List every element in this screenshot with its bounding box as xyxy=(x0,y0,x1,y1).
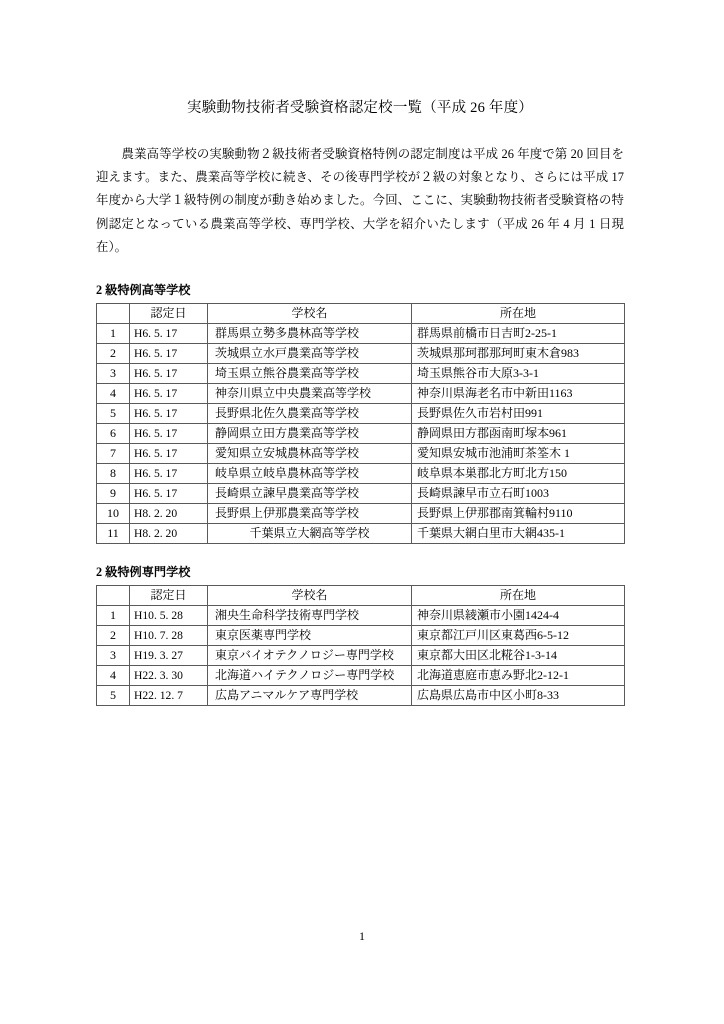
table-header-row xyxy=(97,585,625,605)
column-header-name: 学校名 xyxy=(208,303,412,323)
cell-date: H6. 5. 17 xyxy=(130,443,208,463)
cell-date: H6. 5. 17 xyxy=(130,483,208,503)
cell-address: 神奈川県綾瀬市小園1424-4 xyxy=(412,605,625,625)
intro-paragraph: 農業高等学校の実験動物２級技術者受験資格特例の認定制度は平成 26 年度で第 20 回目を迎えます。また、農業高等学校に続き、その後専門学校が２級の対象となり、さらには平成 17 年度から大学１級特例の制度が動き始めました。今回、ここに、実験動物技術者受験資格の特例認定となっている農業高等学校、専門学校、大学を紹介いたします（平成 26 年 4 月 1 日現在）。 xyxy=(96,146,624,254)
cell-name: 神奈川県立中央農業高等学校 xyxy=(208,383,412,403)
cell-name: 北海道ハイテクノロジー専門学校 xyxy=(208,665,412,685)
cell-date: H6. 5. 17 xyxy=(130,363,208,383)
cell-date: H6. 5. 17 xyxy=(130,463,208,483)
column-header-address: 所在地 xyxy=(412,585,625,605)
cell-index: 11 xyxy=(97,523,130,543)
cell-date: H8. 2. 20 xyxy=(130,523,208,543)
cell-date: H6. 5. 17 xyxy=(130,423,208,443)
cell-index: 6 xyxy=(97,423,130,443)
table-koutougakkou xyxy=(96,303,625,544)
cell-name: 静岡県立田方農業高等学校 xyxy=(208,423,412,443)
cell-address: 埼玉県熊谷市大原3-3-1 xyxy=(412,363,625,383)
cell-date: H6. 5. 17 xyxy=(130,343,208,363)
cell-address: 岐阜県本巣郡北方町北方150 xyxy=(412,463,625,483)
table-header xyxy=(97,585,625,605)
cell-index: 4 xyxy=(97,383,130,403)
cell-index: 1 xyxy=(97,323,130,343)
table-body xyxy=(97,605,625,705)
cell-index: 2 xyxy=(97,625,130,645)
cell-index: 10 xyxy=(97,503,130,523)
cell-date: H6. 5. 17 xyxy=(130,383,208,403)
cell-name: 湘央生命科学技術専門学校 xyxy=(208,605,412,625)
cell-address: 長野県上伊那郡南箕輪村9110 xyxy=(412,503,625,523)
cell-index: 8 xyxy=(97,463,130,483)
cell-index: 3 xyxy=(97,363,130,383)
cell-date: H10. 7. 28 xyxy=(130,625,208,645)
page-title: 実験動物技術者受験資格認定校一覧（平成 26 年度） xyxy=(187,100,533,116)
cell-date: H19. 3. 27 xyxy=(130,645,208,665)
table-senmongakkou xyxy=(96,585,625,706)
table-row xyxy=(97,483,625,503)
cell-date: H22. 3. 30 xyxy=(130,665,208,685)
cell-address: 長野県佐久市岩村田991 xyxy=(412,403,625,423)
table-row xyxy=(97,685,625,705)
cell-address: 神奈川県海老名市中新田1163 xyxy=(412,383,625,403)
section-heading-senmongakkou: 2 級特例専門学校 xyxy=(96,564,191,579)
page-content xyxy=(96,0,624,706)
cell-name: 群馬県立勢多農林高等学校 xyxy=(208,323,412,343)
column-header-address: 所在地 xyxy=(412,303,625,323)
cell-address: 静岡県田方郡函南町塚本961 xyxy=(412,423,625,443)
cell-index: 1 xyxy=(97,605,130,625)
cell-index: 2 xyxy=(97,343,130,363)
table-row xyxy=(97,625,625,645)
cell-name: 岐阜県立岐阜農林高等学校 xyxy=(208,463,412,483)
cell-address: 茨城県那珂郡那珂町東木倉983 xyxy=(412,343,625,363)
column-header-date: 認定日 xyxy=(130,303,208,323)
table-header-row xyxy=(97,303,625,323)
cell-address: 北海道恵庭市恵み野北2-12-1 xyxy=(412,665,625,685)
cell-name: 埼玉県立熊谷農業高等学校 xyxy=(208,363,412,383)
column-header-index xyxy=(97,585,130,605)
cell-address: 千葉県大網白里市大網435-1 xyxy=(412,523,625,543)
table-row xyxy=(97,645,625,665)
table-row xyxy=(97,605,625,625)
cell-name: 長崎県立諫早農業高等学校 xyxy=(208,483,412,503)
cell-address: 東京都大田区北糀谷1-3-14 xyxy=(412,645,625,665)
cell-index: 7 xyxy=(97,443,130,463)
cell-address: 群馬県前橋市日吉町2-25-1 xyxy=(412,323,625,343)
cell-name: 千葉県立大網高等学校 xyxy=(208,523,412,543)
cell-index: 5 xyxy=(97,685,130,705)
column-header-index xyxy=(97,303,130,323)
cell-index: 5 xyxy=(97,403,130,423)
table-header xyxy=(97,303,625,323)
table-row xyxy=(97,363,625,383)
table-row xyxy=(97,343,625,363)
table-body xyxy=(97,323,625,543)
cell-address: 東京都江戸川区東葛西6-5-12 xyxy=(412,625,625,645)
table-row xyxy=(97,403,625,423)
table-row xyxy=(97,665,625,685)
cell-name: 長野県上伊那農業高等学校 xyxy=(208,503,412,523)
cell-address: 広島県広島市中区小町8-33 xyxy=(412,685,625,705)
cell-name: 愛知県立安城農林高等学校 xyxy=(208,443,412,463)
cell-name: 茨城県立水戸農業高等学校 xyxy=(208,343,412,363)
table-row xyxy=(97,323,625,343)
table-row xyxy=(97,463,625,483)
table-row xyxy=(97,383,625,403)
cell-date: H6. 5. 17 xyxy=(130,403,208,423)
section-heading-koutougakkou: 2 級特例高等学校 xyxy=(96,283,191,298)
cell-date: H6. 5. 17 xyxy=(130,323,208,343)
table-row xyxy=(97,523,625,543)
cell-date: H8. 2. 20 xyxy=(130,503,208,523)
cell-address: 愛知県安城市池浦町茶筌木 1 xyxy=(412,443,625,463)
table-row xyxy=(97,503,625,523)
cell-name: 長野県北佐久農業高等学校 xyxy=(208,403,412,423)
table-row xyxy=(97,423,625,443)
cell-name: 東京医薬専門学校 xyxy=(208,625,412,645)
cell-date: H10. 5. 28 xyxy=(130,605,208,625)
cell-date: H22. 12. 7 xyxy=(130,685,208,705)
cell-name: 広島アニマルケア専門学校 xyxy=(208,685,412,705)
cell-index: 9 xyxy=(97,483,130,503)
column-header-name: 学校名 xyxy=(208,585,412,605)
cell-index: 3 xyxy=(97,645,130,665)
table-row xyxy=(97,443,625,463)
cell-address: 長崎県諫早市立石町1003 xyxy=(412,483,625,503)
cell-index: 4 xyxy=(97,665,130,685)
column-header-date: 認定日 xyxy=(130,585,208,605)
page-number: 1 xyxy=(359,929,365,943)
cell-name: 東京バイオテクノロジー専門学校 xyxy=(208,645,412,665)
